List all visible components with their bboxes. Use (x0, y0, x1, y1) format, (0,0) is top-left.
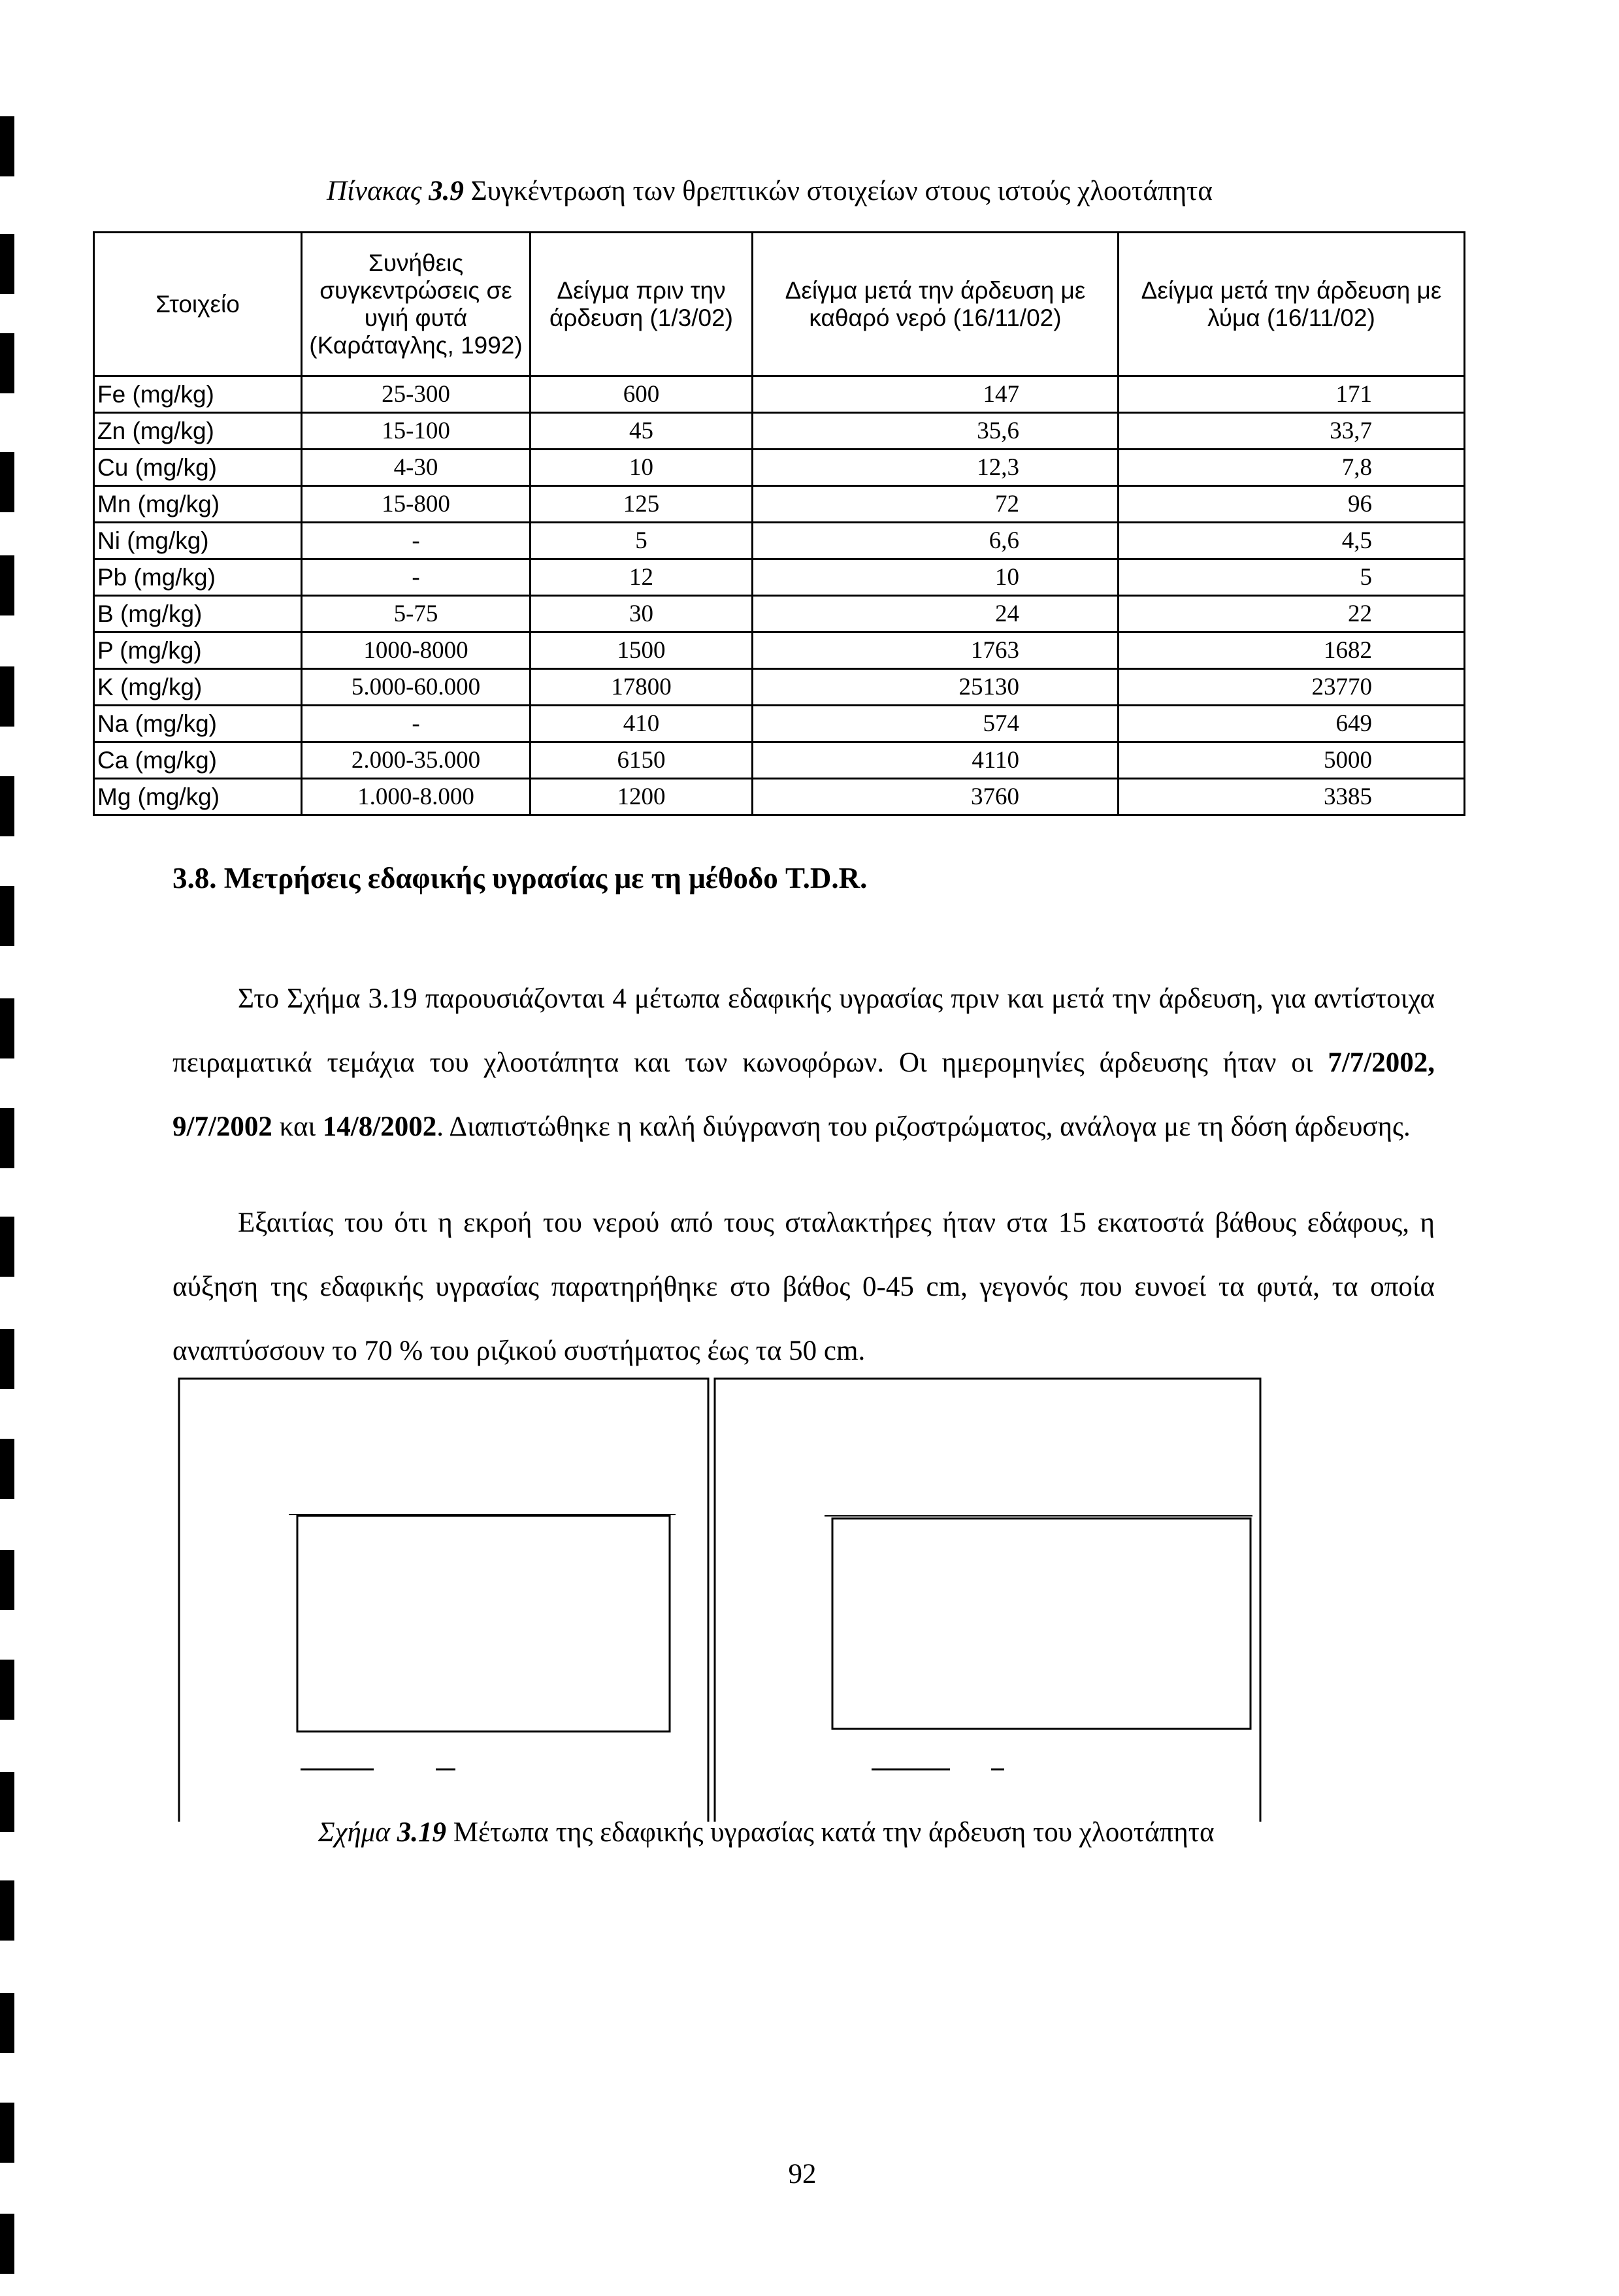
cell-before: 45 (531, 413, 753, 450)
cell-clean-water: 147 (753, 376, 1119, 413)
cell-clean-water: 12,3 (753, 450, 1119, 486)
table-row (94, 632, 1465, 669)
table-row (94, 779, 1465, 815)
cell-clean-water: 24 (753, 596, 1119, 632)
table-caption (327, 175, 1437, 207)
figure-panel-left (179, 1379, 708, 1822)
figure-caption-label: Σχήμα (318, 1817, 390, 1848)
cell-element: Ca (mg/kg) (94, 742, 302, 779)
paragraph-1-text-b: . Διαπιστώθηκε η καλή διύγρανση του ριζοστρώματος, ανάλογα με τη δόση άρδευσης. (436, 1111, 1411, 1142)
cell-element: Zn (mg/kg) (94, 413, 302, 450)
header-before-irrigation: Δείγμα πριν την άρδευση (1/3/02) (531, 233, 753, 376)
table-row (94, 413, 1465, 450)
cell-element: Fe (mg/kg) (94, 376, 302, 413)
cell-before: 10 (531, 450, 753, 486)
binder-mark (0, 1550, 14, 1610)
cell-normal-range: 1.000-8.000 (302, 779, 531, 815)
cell-clean-water: 25130 (753, 669, 1119, 706)
header-element: Στοιχείο (94, 233, 302, 376)
binder-mark (0, 1329, 14, 1389)
paragraph-2-text: Εξαιτίας του ότι η εκροή του νερού από τους σταλακτήρες ήταν στα 15 εκατοστά βάθους εδάφους, η αύξηση της εδαφικής υγρασίας παρατηρήθηκε στο βάθος 0-45 cm, γεγονός που ευνοεί τα φυτά, τα οποία αναπτύσσουν το 70 % του ριζικού συστήματος έως τα 50 cm. (172, 1207, 1435, 1366)
table-row (94, 523, 1465, 559)
cell-normal-range: 2.000-35.000 (302, 742, 531, 779)
cell-element: Mn (mg/kg) (94, 486, 302, 523)
cell-before: 1200 (531, 779, 753, 815)
cell-element: Na (mg/kg) (94, 706, 302, 742)
cell-before: 6150 (531, 742, 753, 779)
cell-wastewater: 5 (1119, 559, 1465, 596)
cell-clean-water: 35,6 (753, 413, 1119, 450)
binder-mark (0, 776, 14, 836)
cell-normal-range: 4-30 (302, 450, 531, 486)
cell-normal-range: 15-800 (302, 486, 531, 523)
table-row (94, 559, 1465, 596)
cell-normal-range: - (302, 523, 531, 559)
table-row (94, 486, 1465, 523)
binder-mark (0, 1993, 14, 2053)
cell-before: 125 (531, 486, 753, 523)
cell-before: 17800 (531, 669, 753, 706)
cell-normal-range: 1000-8000 (302, 632, 531, 669)
figure-caption (318, 1816, 1215, 1848)
cell-clean-water: 6,6 (753, 523, 1119, 559)
cell-wastewater: 96 (1119, 486, 1465, 523)
table-row (94, 742, 1465, 779)
table-row (94, 596, 1465, 632)
cell-wastewater: 4,5 (1119, 523, 1465, 559)
cell-normal-range: 25-300 (302, 376, 531, 413)
figure-caption-number: 3.19 (397, 1817, 446, 1848)
binder-mark (0, 333, 14, 393)
page-number: 92 (788, 2159, 817, 2189)
cell-before: 12 (531, 559, 753, 596)
paragraph-2 (172, 1191, 1435, 1383)
cell-element: K (mg/kg) (94, 669, 302, 706)
figure-3-19 (178, 1377, 1262, 1822)
cell-wastewater: 22 (1119, 596, 1465, 632)
header-after-clean-water: Δείγμα μετά την άρδευση με καθαρό νερό (16/11/02) (753, 233, 1119, 376)
table-row (94, 376, 1465, 413)
nutrient-table (93, 231, 1465, 816)
cell-wastewater: 7,8 (1119, 450, 1465, 486)
cell-before: 5 (531, 523, 753, 559)
table-caption-text: Συγκέντρωση των θρεπτικών στοιχείων στους ιστούς χλοοτάπητα (470, 176, 1213, 206)
cell-normal-range: - (302, 559, 531, 596)
table-row (94, 669, 1465, 706)
cell-element: Cu (mg/kg) (94, 450, 302, 486)
cell-clean-water: 4110 (753, 742, 1119, 779)
binder-mark (0, 555, 14, 615)
binder-mark (0, 1660, 14, 1720)
cell-wastewater: 1682 (1119, 632, 1465, 669)
cell-before: 410 (531, 706, 753, 742)
cell-before: 30 (531, 596, 753, 632)
cell-before: 1500 (531, 632, 753, 669)
figure-caption-text: Μέτωπα της εδαφικής υγρασίας κατά την άρδευση του χλοοτάπητα (453, 1817, 1215, 1848)
table-row (94, 450, 1465, 486)
cell-element: P (mg/kg) (94, 632, 302, 669)
binder-mark (0, 1217, 14, 1277)
table-caption-number: 3.9 (429, 176, 464, 206)
binder-mark (0, 1880, 14, 1941)
cell-normal-range: 5.000-60.000 (302, 669, 531, 706)
cell-wastewater: 649 (1119, 706, 1465, 742)
cell-wastewater: 33,7 (1119, 413, 1465, 450)
cell-normal-range: 5-75 (302, 596, 531, 632)
paragraph-1 (172, 967, 1435, 1159)
cell-element: Ni (mg/kg) (94, 523, 302, 559)
cell-wastewater: 171 (1119, 376, 1465, 413)
cell-before: 600 (531, 376, 753, 413)
binder-mark (0, 998, 14, 1058)
table-header-row (94, 233, 1465, 376)
binder-mark (0, 234, 14, 294)
irrigation-date-3: 14/8/2002 (322, 1111, 437, 1142)
table-caption-label: Πίνακας (327, 176, 422, 206)
cell-clean-water: 72 (753, 486, 1119, 523)
cell-normal-range: 15-100 (302, 413, 531, 450)
table-row (94, 706, 1465, 742)
cell-normal-range: - (302, 706, 531, 742)
section-heading: 3.8. Μετρήσεις εδαφικής υγρασίας με τη μέθοδο T.D.R. (172, 862, 868, 894)
figure-panel-right (715, 1379, 1260, 1822)
binder-mark (0, 1772, 14, 1832)
cell-element: Mg (mg/kg) (94, 779, 302, 815)
binder-mark (0, 116, 14, 176)
header-after-wastewater: Δείγμα μετά την άρδευση με λύμα (16/11/02) (1119, 233, 1465, 376)
binder-mark (0, 2103, 14, 2163)
binder-mark (0, 452, 14, 512)
cell-clean-water: 574 (753, 706, 1119, 742)
irrigation-dates: 7/7/2002, 9/7/2002 (172, 1047, 1435, 1142)
paragraph-1-text-a: Στο Σχήμα 3.19 παρουσιάζονται 4 μέτωπα εδαφικής υγρασίας πριν και μετά την άρδευση, για αντίστοιχα πειραματικά τεμάχια του χλοοτάπητα και των κωνοφόρων. Οι ημερομηνίες άρδευσης ήταν οι (172, 983, 1435, 1078)
paragraph-1-and: και (272, 1111, 323, 1142)
cell-clean-water: 1763 (753, 632, 1119, 669)
binder-mark (0, 886, 14, 946)
binder-mark (0, 666, 14, 727)
binder-mark (0, 2214, 14, 2274)
cell-wastewater: 3385 (1119, 779, 1465, 815)
cell-clean-water: 3760 (753, 779, 1119, 815)
cell-wastewater: 23770 (1119, 669, 1465, 706)
header-normal-range: Συνήθεις συγκεντρώσεις σε υγιή φυτά (Καράταγλης, 1992) (302, 233, 531, 376)
binder-mark (0, 1108, 14, 1168)
cell-element: B (mg/kg) (94, 596, 302, 632)
cell-clean-water: 10 (753, 559, 1119, 596)
cell-wastewater: 5000 (1119, 742, 1465, 779)
cell-element: Pb (mg/kg) (94, 559, 302, 596)
binder-mark (0, 1439, 14, 1499)
